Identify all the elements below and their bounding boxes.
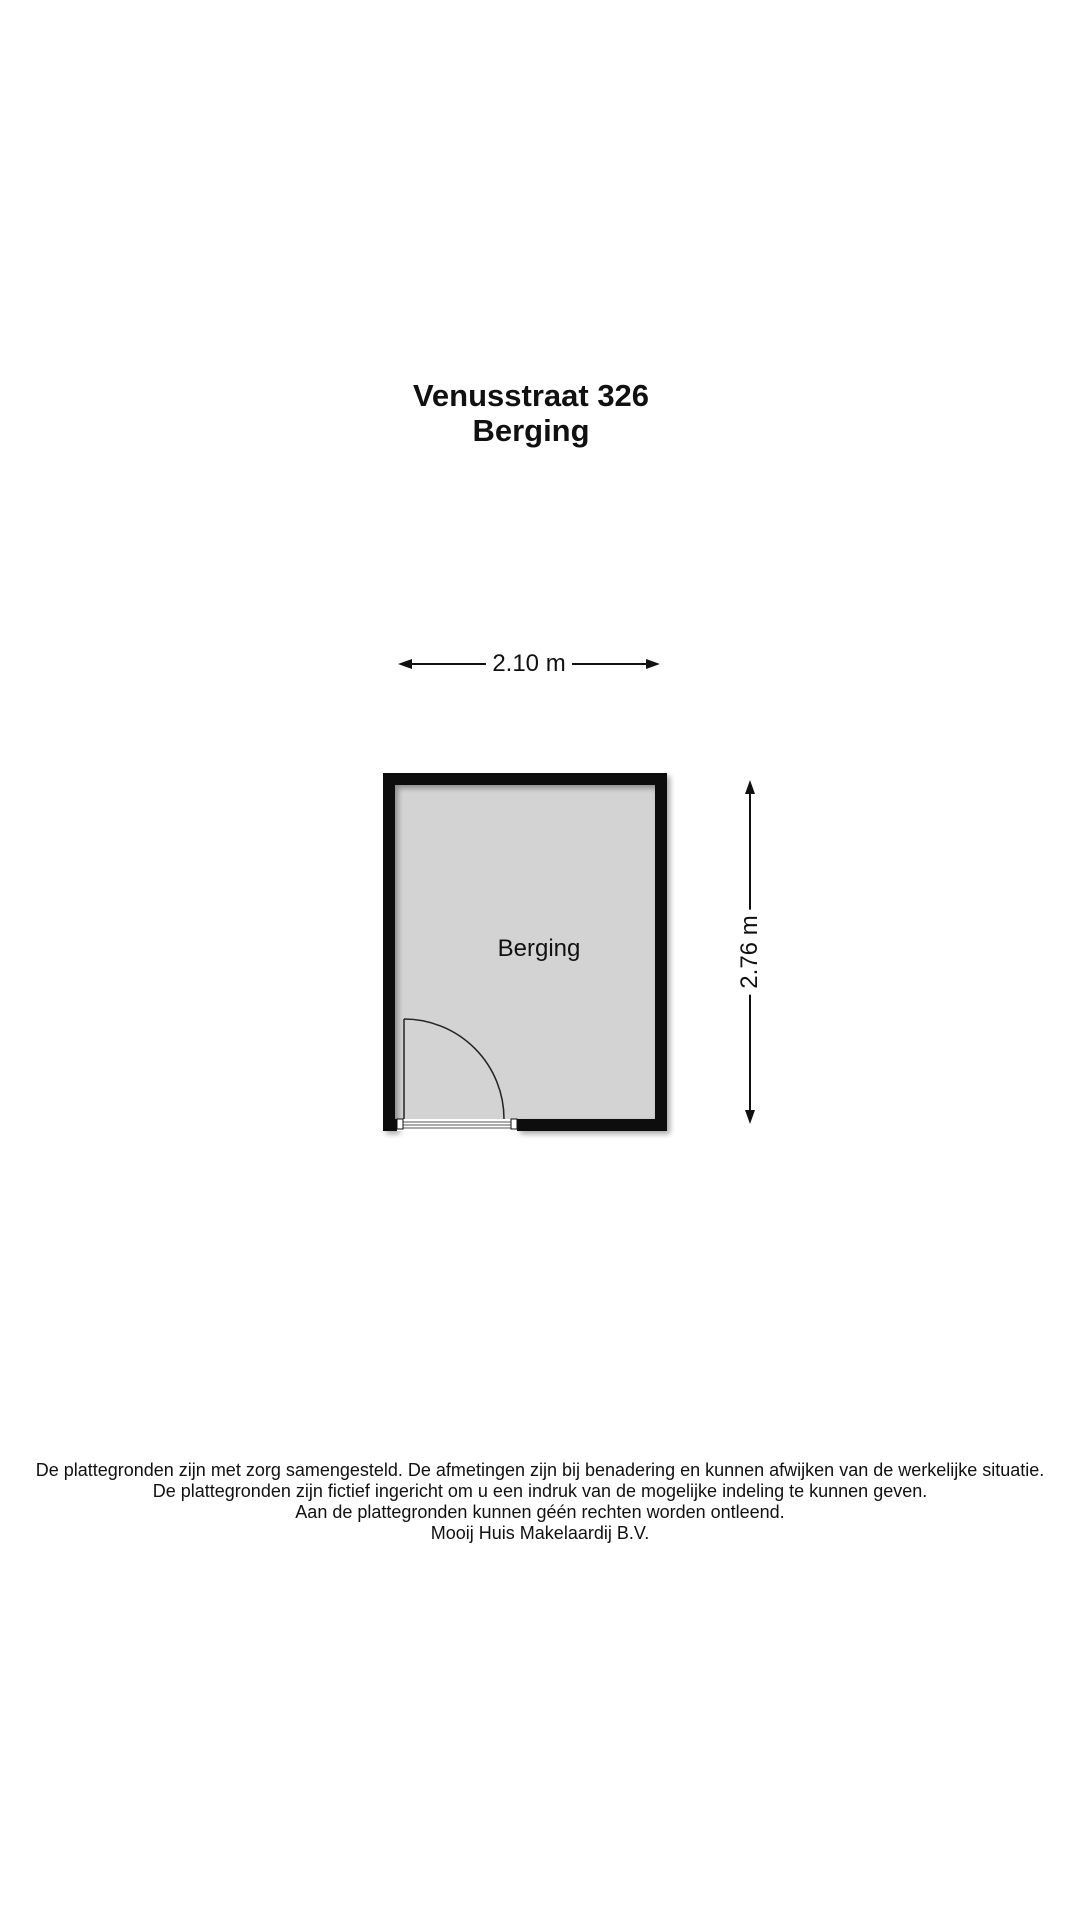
- floor-subtitle: Berging: [472, 413, 590, 448]
- agency-name: Mooij Huis Makelaardij B.V.: [430, 1523, 650, 1543]
- height-label: 2.76 m: [736, 909, 764, 994]
- title-block: [0, 378, 1062, 448]
- room-label: Berging: [497, 935, 581, 962]
- height-dimension: [730, 780, 770, 1124]
- address-title: Venusstraat 326: [412, 378, 650, 413]
- disclaimer-line-1: De plattegronden zijn met zorg samengesteld. De afmetingen zijn bij benadering en kunnen afwijken van de werkelijke situatie.: [35, 1460, 1045, 1480]
- width-label: 2.10 m: [486, 650, 571, 677]
- width-dimension: [398, 648, 660, 680]
- disclaimer-line-3: Aan de plattegronden kunnen géén rechten worden ontleend.: [295, 1502, 785, 1522]
- disclaimer: [0, 1460, 1080, 1544]
- floor-plan: [383, 773, 675, 1139]
- disclaimer-line-2: De plattegronden zijn fictief ingericht om u een indruk van de mogelijke indeling te kunnen geven.: [152, 1481, 928, 1501]
- door-sill: [397, 1119, 517, 1131]
